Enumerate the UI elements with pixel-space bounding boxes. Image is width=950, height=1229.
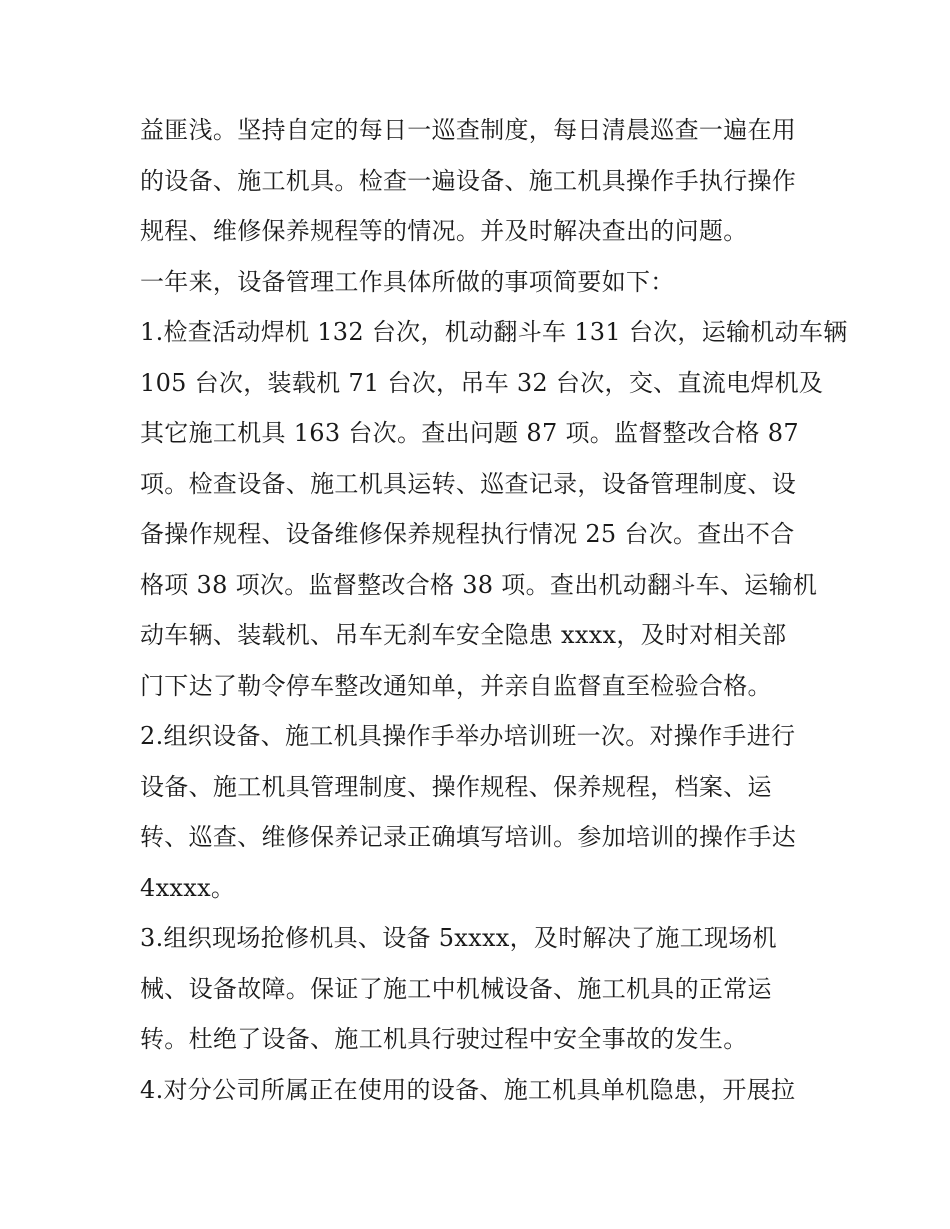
text-line: 转、巡查、维修保养记录正确填写培训。参加培训的操作手达 (140, 823, 797, 851)
document-body (140, 105, 848, 1115)
text-line: 其它施工机具 163 台次。查出问题 87 项。监督整改合格 87 (140, 419, 799, 447)
text-line: 4.对分公司所属正在使用的设备、施工机具单机隐患，开展拉 (140, 1075, 796, 1104)
text-line: 益匪浅。坚持自定的每日一巡查制度，每日清晨巡查一遍在用 (140, 116, 797, 144)
text-line: 规程、维修保养规程等的情况。并及时解决查出的问题。 (140, 217, 748, 245)
text-line: 转。杜绝了设备、施工机具行驶过程中安全事故的发生。 (140, 1025, 748, 1053)
text-line: 门下达了勒令停车整改通知单，并亲自监督直至检验合格。 (140, 671, 772, 700)
text-line: 3.组织现场抢修机具、设备 5xxxx，及时解决了施工现场机 (140, 924, 777, 952)
text-line: 的设备、施工机具。检查一遍设备、施工机具操作手执行操作 (140, 166, 797, 195)
text-line: 一年来，设备管理工作具体所做的事项简要如下： (140, 267, 675, 296)
text-line: 设备、施工机具管理制度、操作规程、保养规程，档案、运 (140, 772, 772, 801)
text-line: 项。检查设备、施工机具运转、巡查记录，设备管理制度、设 (140, 469, 797, 498)
text-line: 动车辆、装载机、吊车无刹车安全隐患 xxxx，及时对相关部 (140, 621, 787, 649)
text-line: 105 台次，装载机 71 台次，吊车 32 台次，交、直流电焊机及 (140, 368, 824, 397)
text-line: 4xxxx。 (140, 873, 236, 902)
text-line: 2.组织设备、施工机具操作手举办培训班一次。对操作手进行 (140, 722, 796, 750)
text-line: 械、设备故障。保证了施工中机械设备、施工机具的正常运 (140, 974, 772, 1003)
text-line: 格项 38 项次。监督整改合格 38 项。查出机动翻斗车、运输机 (140, 570, 818, 599)
text-line: 备操作规程、设备维修保养规程执行情况 25 台次。查出不合 (140, 520, 795, 548)
text-line: 1.检查活动焊机 132 台次，机动翻斗车 131 台次，运输机动车辆 (140, 318, 848, 346)
